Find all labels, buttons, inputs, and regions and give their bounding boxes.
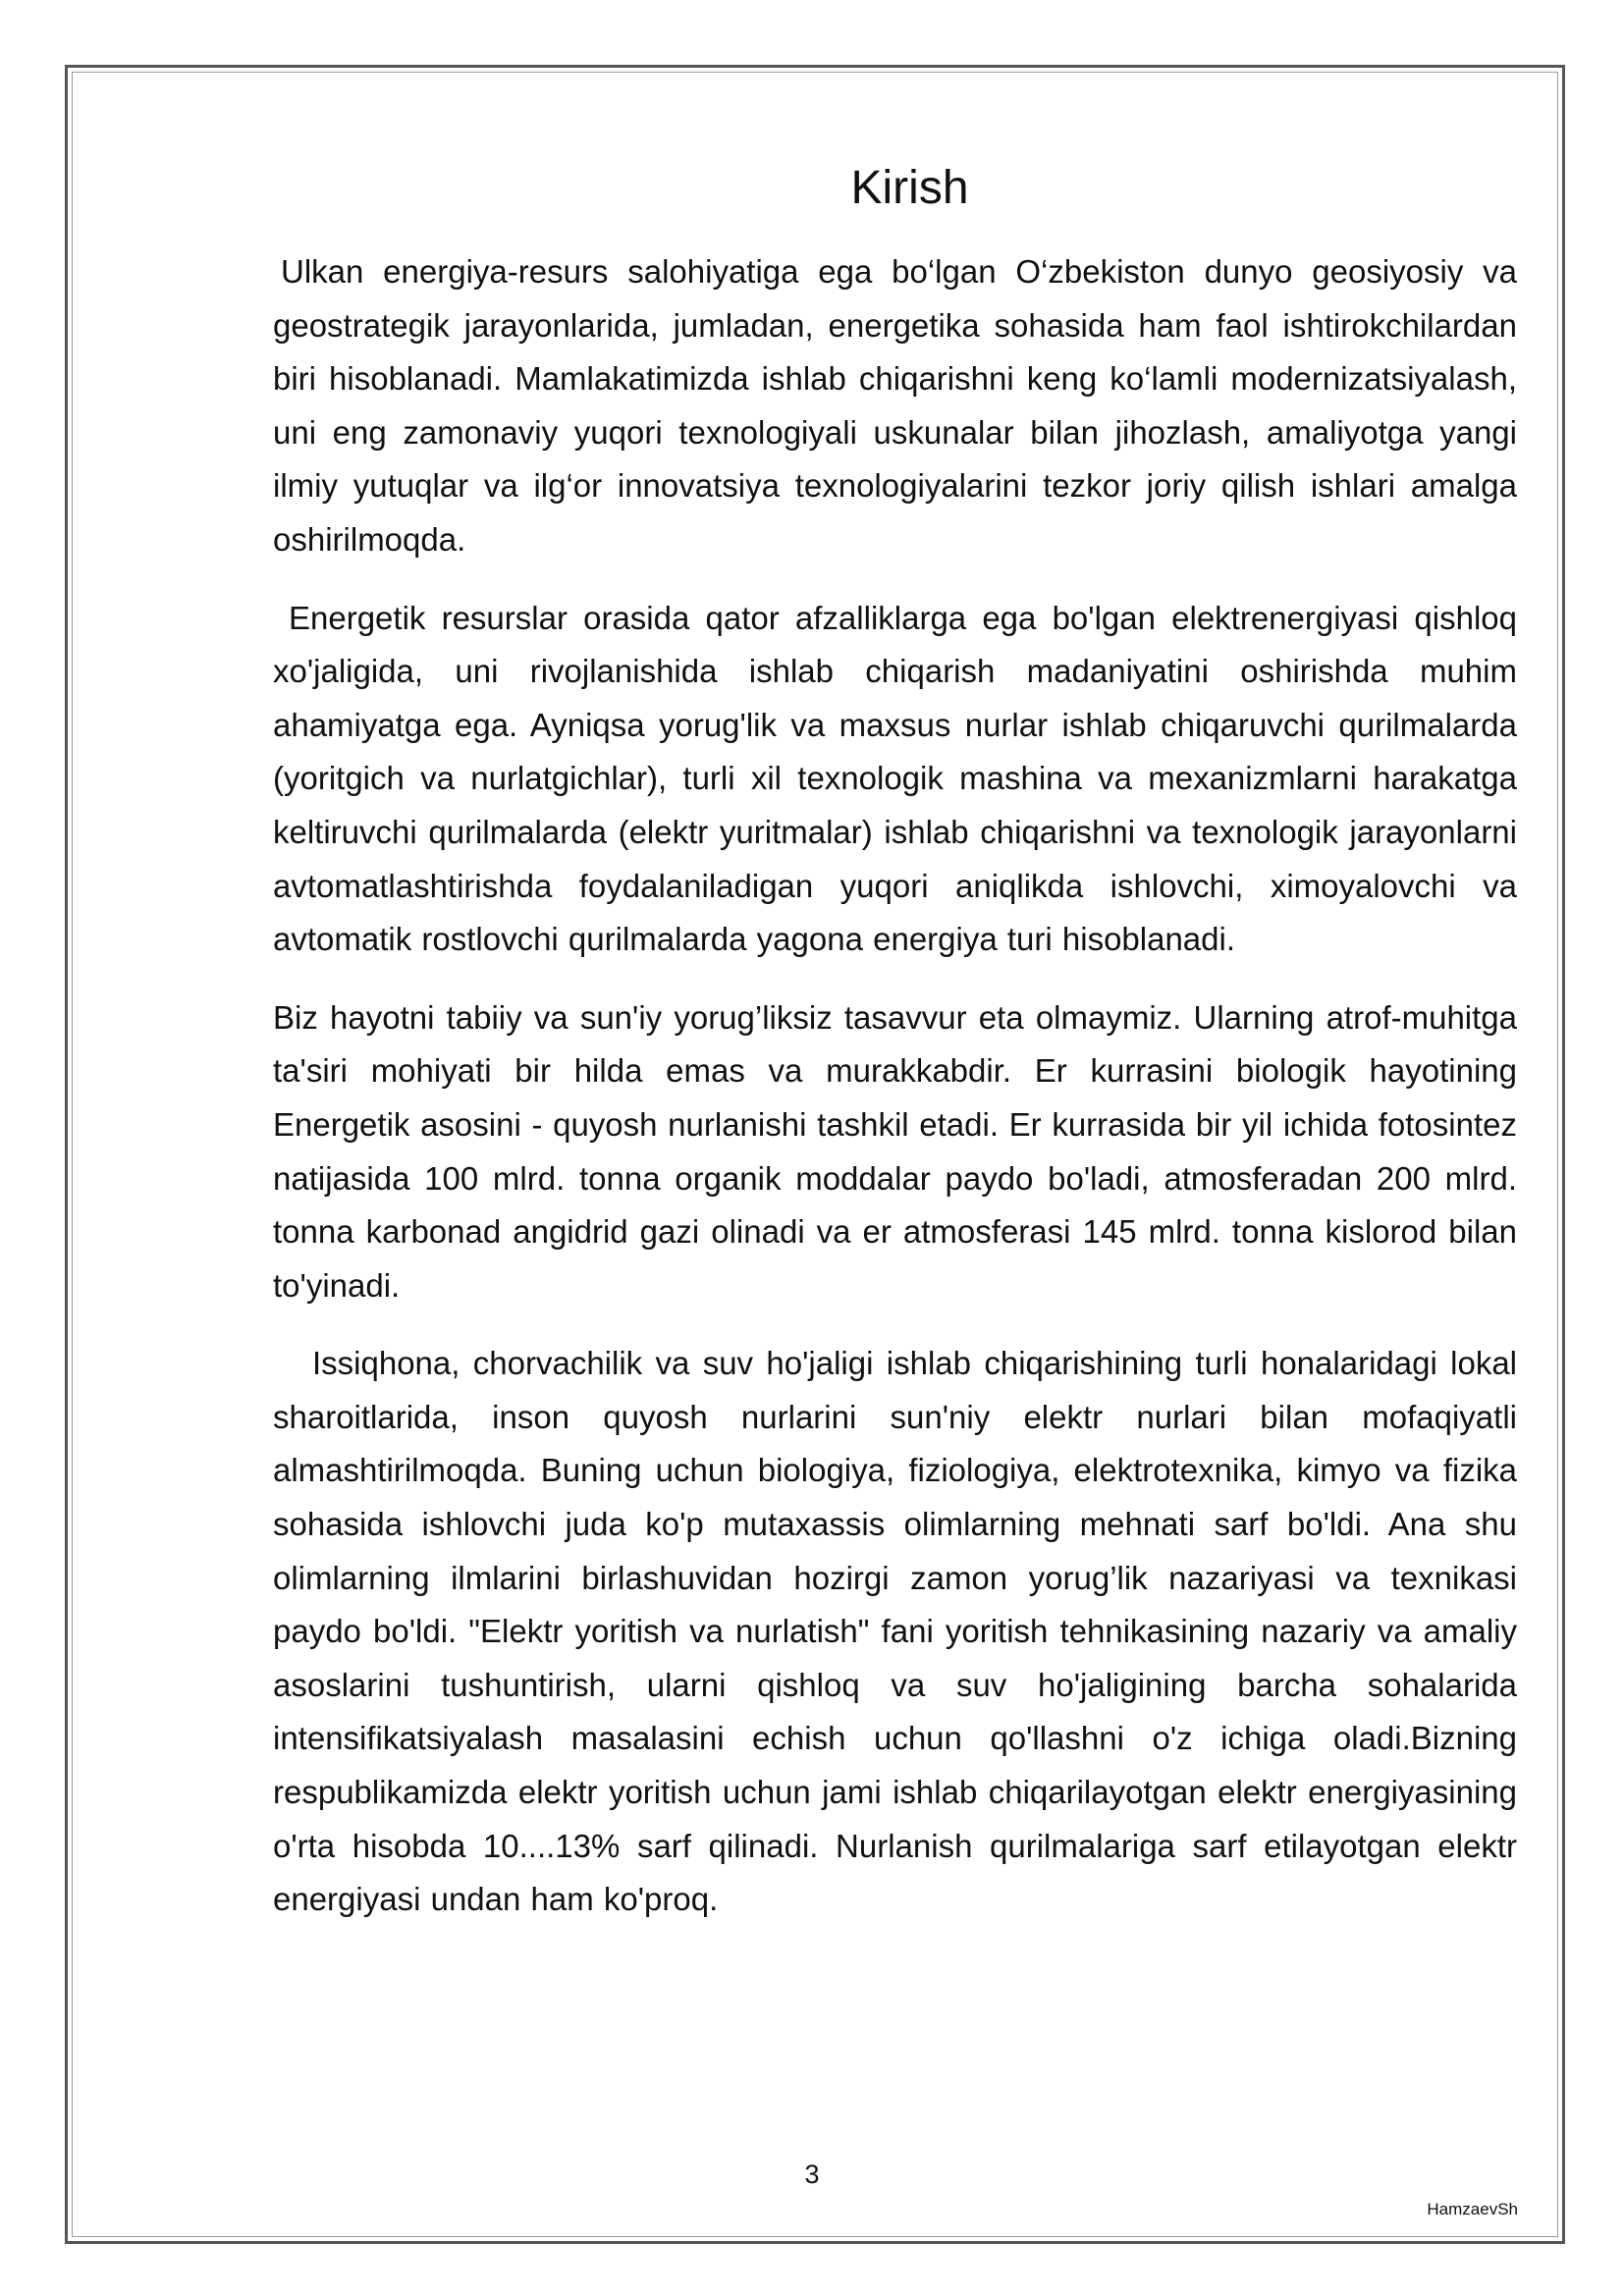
paragraph-3: Biz hayotni tabiiy va sun'iy yorug’liksiz tasavvur eta olmaymiz. Ularning atrof-muhitga ta'siri mohiyati bir hilda emas va murakkabdir. Er kurrasini biologik hayotining Energetik asosini - quyosh nurlanishi tashkil etadi. Er kurrasida bir yil ichida fotosintez natijasida 100 mlrd. tonna organik moddalar paydo bo'ladi, atmosferadan 200 mlrd. tonna karbonad angidrid gazi olinadi va er atmosferasi 145 mlrd. tonna kislorod bilan to'yinadi. xyxy=(273,998,1517,1304)
document-body xyxy=(273,157,1517,1951)
paragraph-4: Issiqhona, chorvachilik va suv ho'jaligi ishlab chiqarishining turli honalaridagi lokal sharoitlarida, inson quyosh nurlarini sun'niy elektr nurlari bilan mofaqiyatli almashtirilmoqda. Buning uchun biologiya, fiziologiya, elektrotexnika, kimyo va fizika sohasida ishlovchi juda ko'p mutaxassis olimlarning mehnati sarf bo'ldi. Ana shu olimlarning ilmlarini birlashuvidan hozirgi zamon yorug’lik nazariyasi va texnikasi paydo bo'ldi. "Elektr yoritish va nurlatish" fani yoritish tehnikasining nazariy va amaliy asoslarini tushuntirish, ularni qishloq va suv ho'jaligining barcha sohalarida intensifikatsiyalash masalasini echish uchun qo'llashni o'z ichiga oladi.Bizning respublikamizda elektr yoritish uchun jami ishlab chiqarilayotgan elektr energiyasining o'rta hisobda 10....13% sarf qilinadi. Nurlanish qurilmalariga sarf etilayotgan elektr energiyasi undan ham ko'proq. xyxy=(273,1345,1517,1918)
paragraph-1: Ulkan energiya-resurs salohiyatiga ega bo‘lgan O‘zbekiston dunyo geosiyosiy va geostrategik jarayonlarida, jumladan, energetika sohasida ham faol ishtirokchilardan biri hisoblanadi. Mamlakatimizda ishlab chiqarishni keng ko‘lamli modernizatsiyalash, uni eng zamonaviy yuqori texnologiyali uskunalar bilan jihozlash, amaliyotga yangi ilmiy yutuqlar va ilg‘or innovatsiya texnologiyalarini tezkor joriy qilish ishlari amalga oshirilmoqda. xyxy=(273,253,1517,558)
page-title: Kirish xyxy=(850,162,969,214)
paragraph-2: Energetik resurslar orasida qator afzalliklarga ega bo'lgan elektrenergiyasi qishloq xo'jaligida, uni rivojlanishida ishlab chiqarish madaniyatini oshirishda muhim ahamiyatga ega. Ayniqsa yorug'lik va maxsus nurlar ishlab chiqaruvchi qurilmalarda (yoritgich va nurlatgichlar), turli xil texnologik mashina va mexanizmlarni harakatga keltiruvchi qurilmalarda (elektr yuritmalar) ishlab chiqarishni va texnologik jarayonlarni avtomatlashtirishda foydalaniladigan yuqori aniqlikda ishlovchi, ximoyalovchi va avtomatik rostlovchi qurilmalarda yagona energiya turi hisoblanadi. xyxy=(273,599,1517,958)
footer-author: HamzaevSh xyxy=(1427,2200,1518,2218)
page-number: 3 xyxy=(804,2160,820,2189)
